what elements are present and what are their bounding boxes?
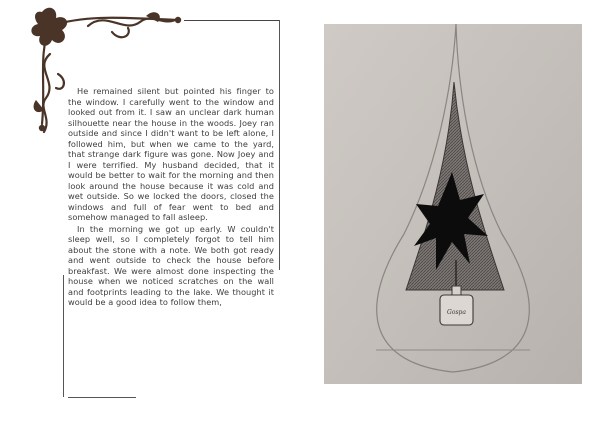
story-paragraph: In the morning we got up early. W couldn't sleep well, so I completely forgot to tell him about the stone with a note. We both got ready and went outside to check the house before breakfast. We were almost done inspecting the house when we noticed scratches on the wall and footprints leading to the lake. We thought it would be a good idea to follow them,: [68, 223, 274, 307]
story-text-column: [68, 86, 274, 308]
pencil-drawing-photo: [324, 24, 582, 384]
frame-rule-top: [184, 20, 280, 21]
frame-rule-right: [279, 20, 280, 270]
story-paragraph: He remained silent but pointed his finger to the window. I carefully went to the window and looked out from it. I saw an unclear dark human silhouette near the house in the woods. Joey ran outside and since I didn't want to be left alone, I followed him, but when we came to the yard, that strange dark figure was gone. Now Joey and I were terrified. My husband decided, that it would be better to wait for the morning and then look around the house because it was cold and wet outside. So we locked the doors, closed the windows and full of fear went to bed and somehow managed to fall asleep.: [68, 86, 274, 222]
frame-rule-bottom: [68, 397, 136, 398]
frame-rule-left: [63, 275, 64, 397]
bottle-label: Gospa: [447, 309, 466, 316]
